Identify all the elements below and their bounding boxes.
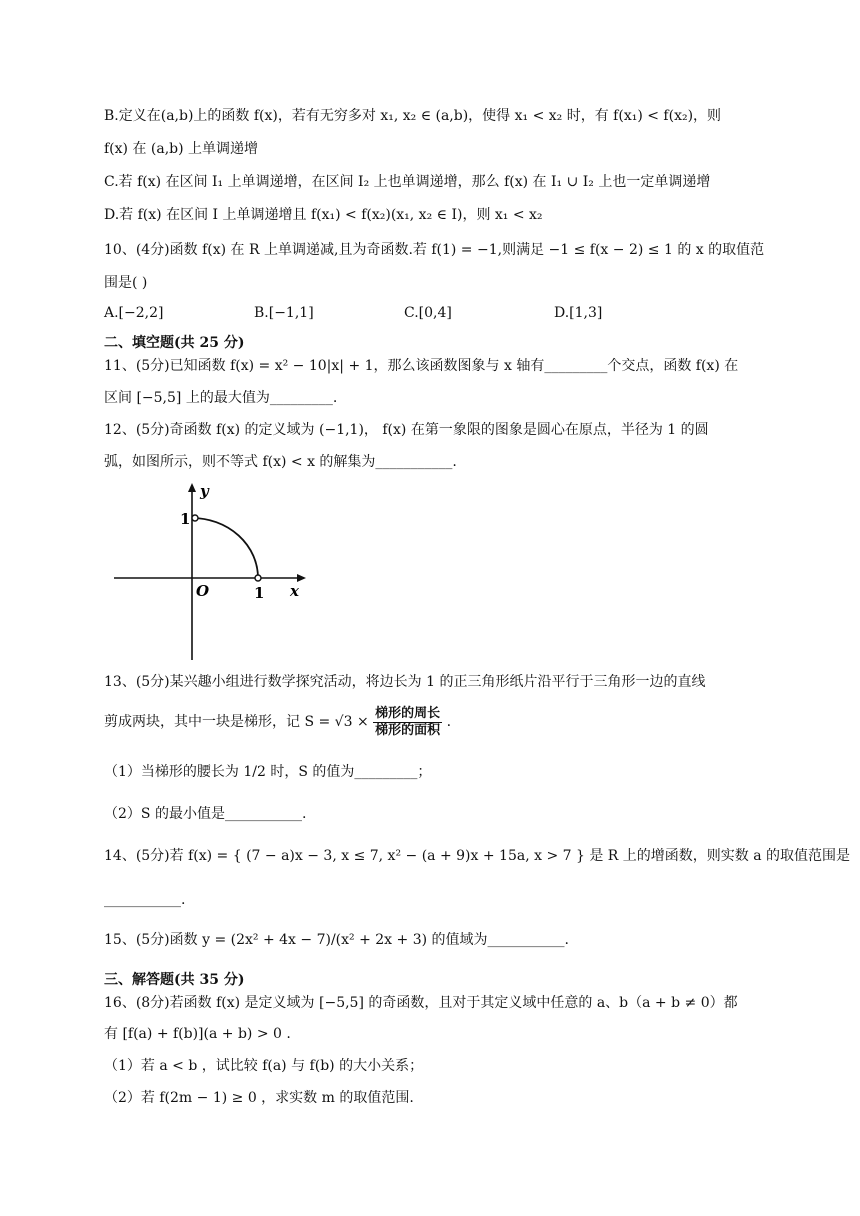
y-axis-label: y — [200, 482, 209, 500]
q10-option-d: D.[1,3] — [554, 305, 603, 321]
q10-stem-line1: 10、(4分)函数 f(x) 在 R 上单调递减,且为奇函数.若 f(1) = −1,则满足 −1 ≤ f(x − 2) ≤ 1 的 x 的取值范 — [104, 242, 765, 258]
q16-line1: 16、(8分)若函数 f(x) 是定义域为 [−5,5] 的奇函数，且对于其定义域中任意的 a、b（a + b ≠ 0）都 — [104, 995, 738, 1011]
q11-line1: 11、(5分)已知函数 f(x) = x² − 10|x| + 1，那么该函数图象与 x 轴有_________个交点，函数 f(x) 在 — [104, 358, 739, 374]
q13-line1: 13、(5分)某兴趣小组进行数学探究活动，将边长为 1 的正三角形纸片沿平行于三角形一边的直线 — [104, 674, 706, 690]
q13-line2-period: . — [446, 714, 452, 730]
q13-part1: （1）当梯形的腰长为 1/2 时，S 的值为_________； — [104, 764, 432, 780]
q13-fraction-denominator: 梯形的面积 — [375, 722, 441, 738]
open-point-y — [192, 515, 198, 521]
q13-line2 — [104, 704, 451, 740]
q12-arc-figure — [112, 480, 312, 662]
q10-option-c: C.[0,4] — [404, 305, 452, 321]
y-axis-arrow-icon — [188, 483, 196, 492]
q16-part1: （1）若 a < b ，试比较 f(a) 与 f(b) 的大小关系； — [104, 1058, 424, 1074]
q14-line1: 14、(5分)若 f(x) = { (7 − a)x − 3, x ≤ 7, x² − (a + 9)x + 15a, x > 7 } 是 R 上的增函数，则实数 a 的取值范围是 — [104, 848, 851, 864]
x-one-label: 1 — [254, 584, 265, 602]
q9-option-c: C.若 f(x) 在区间 I₁ 上单调递增，在区间 I₂ 上也单调递增，那么 f(x) 在 I₁ ∪ I₂ 上也一定单调递增 — [104, 174, 711, 190]
q16-line2: 有 [f(a) + f(b)](a + b) > 0 . — [104, 1026, 291, 1042]
section-answer-title: 三、解答题(共 35 分) — [104, 972, 245, 988]
q10-option-a: A.[−2,2] — [104, 305, 164, 321]
q15: 15、(5分)函数 y = (2x² + 4x − 7)/(x² + 2x + 3) 的值域为___________. — [104, 932, 569, 948]
q12-line2: 弧，如图所示，则不等式 f(x) < x 的解集为___________. — [104, 454, 457, 470]
q11-line2: 区间 [−5,5] 上的最大值为_________. — [104, 390, 338, 406]
x-axis-label: x — [290, 582, 299, 600]
q9-option-d: D.若 f(x) 在区间 I 上单调递增且 f(x₁) < f(x₂)(x₁, x₂ ∈ I)，则 x₁ < x₂ — [104, 207, 543, 223]
q13-fraction-numerator: 梯形的周长 — [375, 705, 441, 721]
x-axis-arrow-icon — [297, 574, 306, 582]
q13-line2-text: 剪成两块，其中一块是梯形，记 S = √3 × — [104, 714, 369, 730]
q10-option-b: B.[−1,1] — [254, 305, 314, 321]
quarter-circle-arc — [192, 518, 258, 578]
q10-stem-line2: 围是( ) — [104, 275, 148, 291]
q9-option-b-line1: B.定义在(a,b)上的函数 f(x)，若有无穷多对 x₁, x₂ ∈ (a,b)，使得 x₁ < x₂ 时，有 f(x₁) < f(x₂)，则 — [104, 108, 722, 124]
origin-label: O — [196, 582, 210, 600]
q16-part2: （2）若 f(2m − 1) ≥ 0 ，求实数 m 的取值范围. — [104, 1090, 414, 1106]
q13-part2: （2）S 的最小值是___________. — [104, 806, 307, 822]
q9-option-b-line2: f(x) 在 (a,b) 上单调递增 — [104, 141, 259, 157]
section-fill-in-title: 二、填空题(共 25 分) — [104, 335, 245, 351]
open-point-x — [255, 575, 261, 581]
q14-line2: ___________. — [104, 892, 186, 908]
q12-line1: 12、(5分)奇函数 f(x) 的定义域为 (−1,1)， f(x) 在第一象限的图象是圆心在原点，半径为 1 的圆 — [104, 422, 709, 438]
y-one-label: 1 — [180, 510, 191, 528]
q13-fraction — [373, 706, 442, 739]
